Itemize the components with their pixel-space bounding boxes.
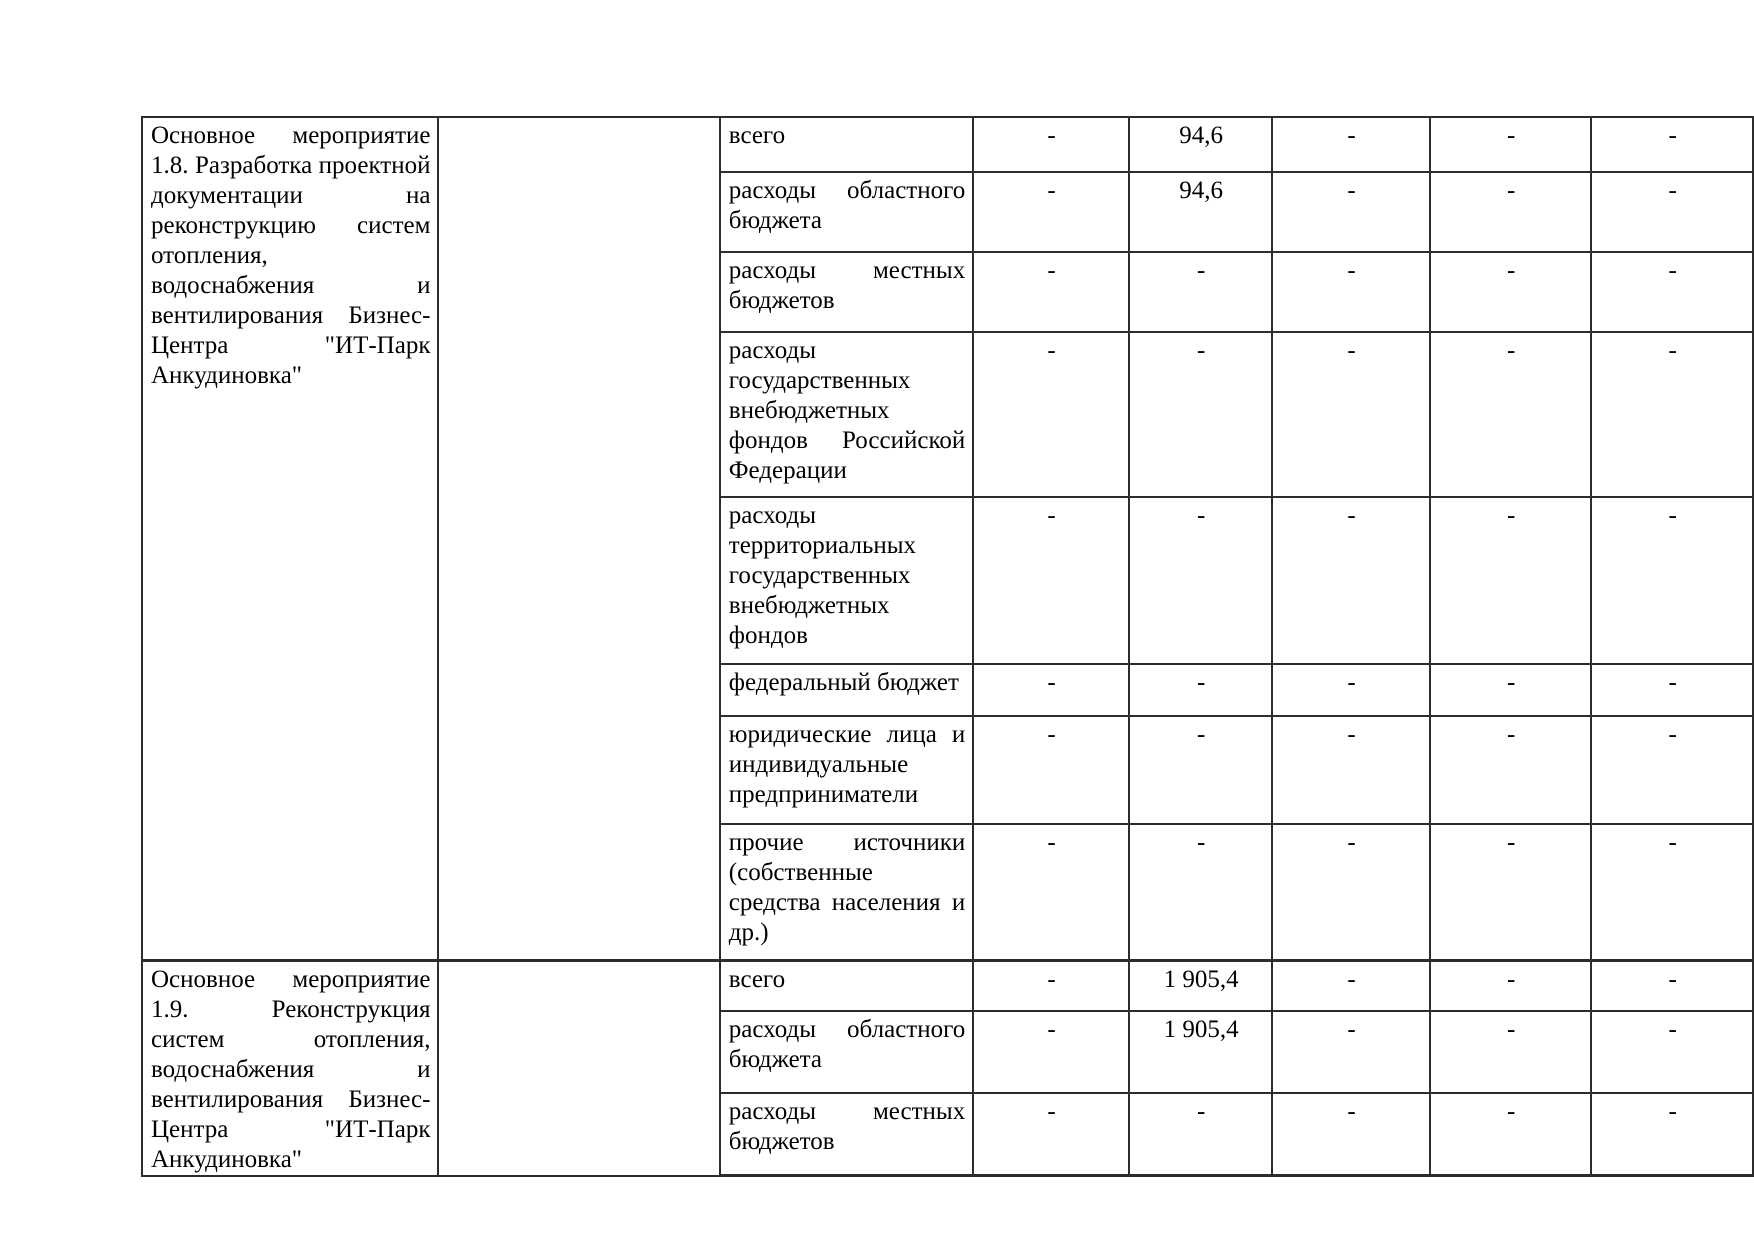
source-cell: расходы областного бюджета: [720, 172, 973, 252]
value-cell: -: [973, 1093, 1129, 1176]
value-cell: -: [973, 716, 1129, 824]
value-cell: -: [1430, 117, 1592, 172]
value-cell: -: [973, 117, 1129, 172]
source-cell: расходы государственных внебюджетных фондов Российской Федерации: [720, 332, 973, 497]
value-cell: -: [1272, 960, 1430, 1011]
value-cell: -: [1430, 1011, 1592, 1093]
value-cell: -: [1129, 1093, 1272, 1176]
value-cell: -: [973, 332, 1129, 497]
value-cell: -: [1272, 117, 1430, 172]
budget-table: [141, 116, 1754, 1177]
value-cell: -: [973, 960, 1129, 1011]
value-cell: -: [1591, 172, 1753, 252]
value-cell: -: [1272, 664, 1430, 716]
value-cell: -: [1591, 117, 1753, 172]
value-cell: -: [1591, 960, 1753, 1011]
value-cell: -: [1129, 716, 1272, 824]
source-cell: расходы областного бюджета: [720, 1011, 973, 1093]
source-cell: федеральный бюджет: [720, 664, 973, 716]
value-cell: -: [1272, 716, 1430, 824]
value-cell: -: [1272, 252, 1430, 332]
value-cell: -: [1430, 716, 1592, 824]
value-cell: -: [1272, 1093, 1430, 1176]
value-cell: -: [973, 172, 1129, 252]
value-cell: -: [1591, 332, 1753, 497]
value-cell: -: [1430, 332, 1592, 497]
value-cell: -: [973, 824, 1129, 960]
value-cell: -: [1430, 497, 1592, 664]
value-cell: -: [1591, 1011, 1753, 1093]
source-cell: расходы местных бюджетов: [720, 252, 973, 332]
value-cell: -: [1272, 497, 1430, 664]
value-cell: -: [1430, 664, 1592, 716]
source-cell: расходы местных бюджетов: [720, 1093, 973, 1176]
value-cell: -: [973, 1011, 1129, 1093]
value-cell: -: [1129, 664, 1272, 716]
value-cell: -: [1430, 960, 1592, 1011]
value-cell: -: [1591, 664, 1753, 716]
value-cell: -: [1129, 497, 1272, 664]
value-cell: -: [1272, 332, 1430, 497]
value-cell: -: [1591, 497, 1753, 664]
value-cell: -: [1129, 252, 1272, 332]
value-cell: 1 905,4: [1129, 1011, 1272, 1093]
source-cell: расходы территориальных государственных внебюджетных фондов: [720, 497, 973, 664]
value-cell: -: [1430, 172, 1592, 252]
value-cell: 94,6: [1129, 172, 1272, 252]
executor-cell: [438, 960, 719, 1176]
value-cell: 1 905,4: [1129, 960, 1272, 1011]
value-cell: -: [1591, 716, 1753, 824]
source-cell: всего: [720, 960, 973, 1011]
source-cell: прочие источники (собственные средства населения и др.): [720, 824, 973, 960]
value-cell: -: [973, 664, 1129, 716]
source-cell: юридические лица и индивидуальные предприниматели: [720, 716, 973, 824]
value-cell: -: [1272, 824, 1430, 960]
table-row: [142, 117, 1753, 172]
activity-cell: Основное мероприятие 1.8. Разработка проектной документации на реконструкцию систем отопления, водоснабжения и вентилирования Бизнес-Центра "ИТ-Парк Анкудиновка": [142, 117, 438, 960]
value-cell: -: [973, 252, 1129, 332]
value-cell: -: [1272, 1011, 1430, 1093]
value-cell: -: [1591, 824, 1753, 960]
source-cell: всего: [720, 117, 973, 172]
value-cell: -: [1129, 332, 1272, 497]
value-cell: -: [973, 497, 1129, 664]
value-cell: -: [1430, 1093, 1592, 1176]
value-cell: -: [1129, 824, 1272, 960]
value-cell: -: [1272, 172, 1430, 252]
value-cell: 94,6: [1129, 117, 1272, 172]
executor-cell: [438, 117, 719, 960]
value-cell: -: [1591, 1093, 1753, 1176]
value-cell: -: [1430, 824, 1592, 960]
value-cell: -: [1591, 252, 1753, 332]
value-cell: -: [1430, 252, 1592, 332]
activity-cell: Основное мероприятие 1.9. Реконструкция систем отопления, водоснабжения и вентилирования Бизнес-Центра "ИТ-Парк Анкудиновка": [142, 960, 438, 1176]
table-row: [142, 960, 1753, 1011]
document-page: [141, 116, 1754, 1177]
